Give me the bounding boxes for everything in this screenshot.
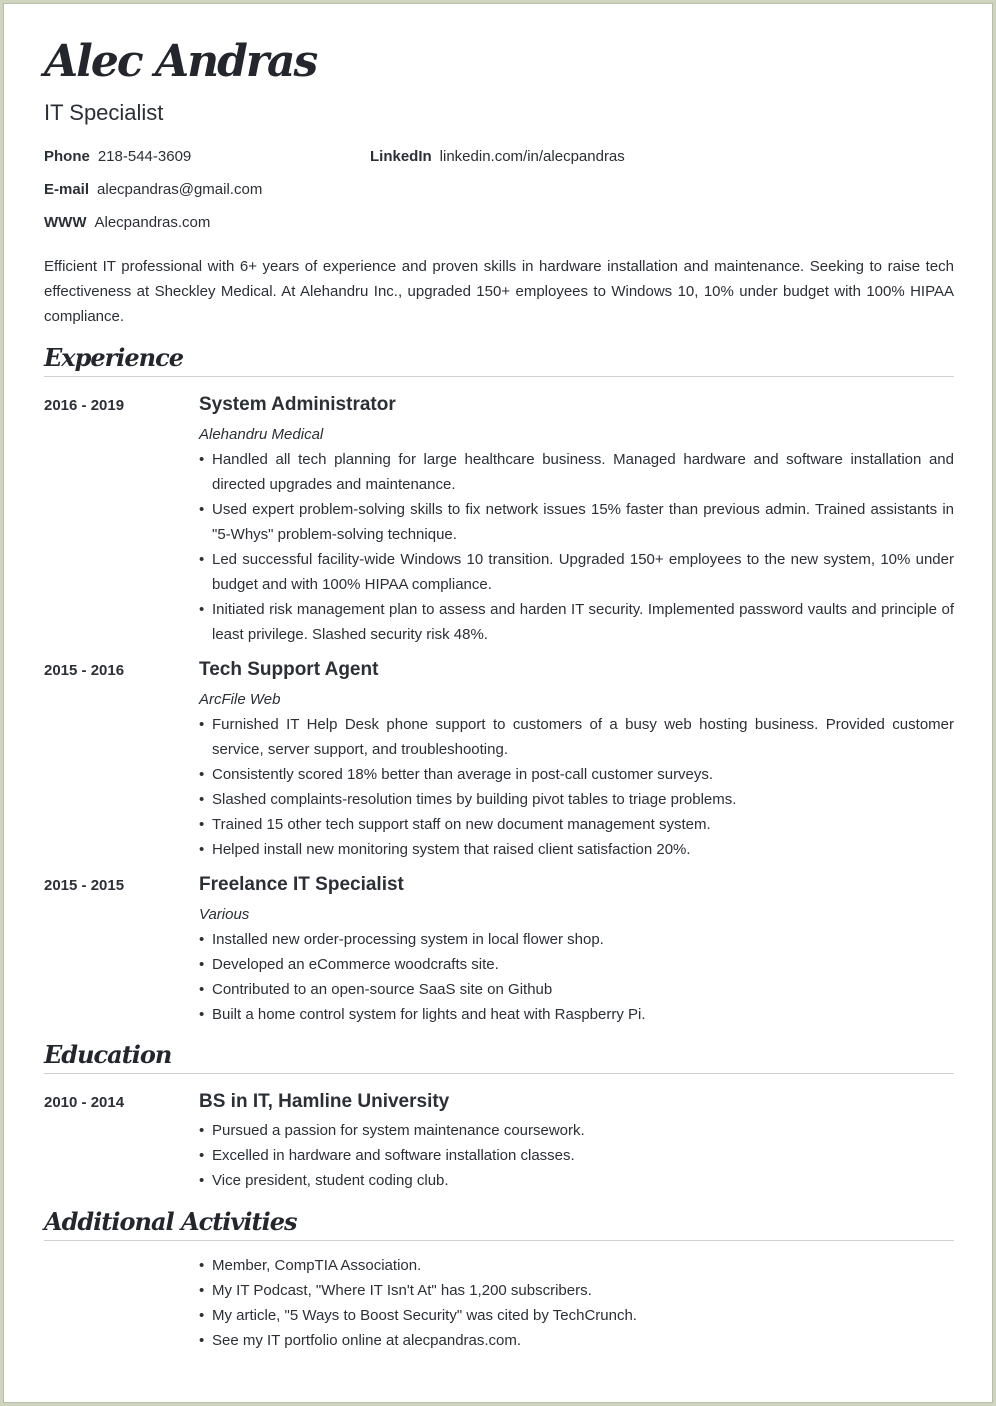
bullet-item: • Developed an eCommerce woodcrafts site. <box>199 952 954 977</box>
linkedin-label: LinkedIn <box>370 148 432 165</box>
phone-value: 218-544-3609 <box>97 148 192 165</box>
contact-phone <box>44 148 191 166</box>
job-role: Freelance IT Specialist <box>199 874 404 895</box>
bullet-item: • Vice president, student coding club. <box>199 1168 954 1193</box>
bullet-item: • Consistently scored 18% better than average in post-call customer surveys. <box>199 762 954 787</box>
email-label: E-mail <box>44 181 90 198</box>
education-bullets <box>199 1118 954 1193</box>
bullet-item: • Used expert problem-solving skills to fix network issues 15% faster than previous admin. Trained assistants in "5-Whys" problem-solving technique. <box>199 497 954 547</box>
activities-entry <box>199 1253 954 1353</box>
bullet-item: • Built a home control system for lights and heat with Raspberry Pi. <box>199 1002 954 1027</box>
bullet-item: • Trained 15 other tech support staff on new document management system. <box>199 812 954 837</box>
bullet-item: • Furnished IT Help Desk phone support to customers of a busy web hosting business. Provided customer service, server support, and troubleshooting. <box>199 712 954 762</box>
education-degree: BS in IT, Hamline University <box>199 1091 450 1112</box>
education-dates: 2010 - 2014 <box>44 1094 125 1111</box>
experience-heading: Experience <box>44 343 184 372</box>
job-bullets <box>199 447 954 647</box>
bullet-item: • My IT Podcast, "Where IT Isn't At" has 1,200 subscribers. <box>199 1278 954 1303</box>
education-divider <box>44 1073 954 1074</box>
bullet-item: • Handled all tech planning for large healthcare business. Managed hardware and software installation and directed upgrades and maintenance. <box>199 447 954 497</box>
bullet-item: • Pursued a passion for system maintenance coursework. <box>199 1118 954 1143</box>
contact-email <box>44 181 262 199</box>
bullet-item: • Excelled in hardware and software installation classes. <box>199 1143 954 1168</box>
bullet-item: • Contributed to an open-source SaaS site on Github <box>199 977 954 1002</box>
bullet-item: • Led successful facility-wide Windows 10 transition. Upgraded 150+ employees to the new system, 10% under budget and with 100% HIPAA compliance. <box>199 547 954 597</box>
bullet-item: • Slashed complaints-resolution times by building pivot tables to triage problems. <box>199 787 954 812</box>
job-role: System Administrator <box>199 394 396 415</box>
job-role: Tech Support Agent <box>199 659 379 680</box>
job-entry <box>199 659 954 862</box>
job-company: Various <box>199 906 250 923</box>
email-value[interactable]: alecpandras@gmail.com <box>97 181 263 198</box>
candidate-name: Alec Andras <box>44 36 317 87</box>
bullet-item: • Installed new order-processing system in local flower shop. <box>199 927 954 952</box>
education-entry <box>199 1091 954 1193</box>
job-company: ArcFile Web <box>199 691 281 708</box>
job-bullets <box>199 927 954 1027</box>
job-dates: 2015 - 2016 <box>44 662 125 679</box>
www-value[interactable]: Alecpandras.com <box>94 214 211 231</box>
job-company: Alehandru Medical <box>199 426 324 443</box>
bullet-item: • Initiated risk management plan to assess and harden IT security. Implemented password vaults and principle of least privilege. Slashed security risk 48%. <box>199 597 954 647</box>
experience-divider <box>44 376 954 377</box>
activities-bullets <box>199 1253 954 1353</box>
education-heading: Education <box>44 1040 172 1069</box>
job-bullets <box>199 712 954 862</box>
summary-paragraph: Efficient IT professional with 6+ years of experience and proven skills in hardware installation and maintenance. Seeking to raise tech effectiveness at Sheckley Medical. At Alehandru Inc., upgraded 150+ employees to Windows 10, 10% under budget with 100% HIPAA compliance. <box>44 258 954 325</box>
candidate-title: IT Specialist <box>44 100 164 125</box>
bullet-item: • Helped install new monitoring system that raised client satisfaction 20%. <box>199 837 954 862</box>
bullet-item: • See my IT portfolio online at alecpandras.com. <box>199 1328 954 1353</box>
resume-page <box>3 3 993 1403</box>
bullet-item: • Member, CompTIA Association. <box>199 1253 954 1278</box>
contact-www <box>44 214 210 232</box>
activities-divider <box>44 1240 954 1241</box>
activities-heading: Additional Activities <box>44 1207 297 1236</box>
job-dates: 2015 - 2015 <box>44 877 125 894</box>
job-entry <box>199 394 954 647</box>
linkedin-value[interactable]: linkedin.com/in/alecpandras <box>439 148 625 165</box>
bullet-item: • My article, "5 Ways to Boost Security" was cited by TechCrunch. <box>199 1303 954 1328</box>
job-dates: 2016 - 2019 <box>44 397 125 414</box>
www-label: WWW <box>44 214 87 231</box>
phone-label: Phone <box>44 148 90 165</box>
job-entry <box>199 874 954 1027</box>
contact-linkedin <box>370 148 625 166</box>
